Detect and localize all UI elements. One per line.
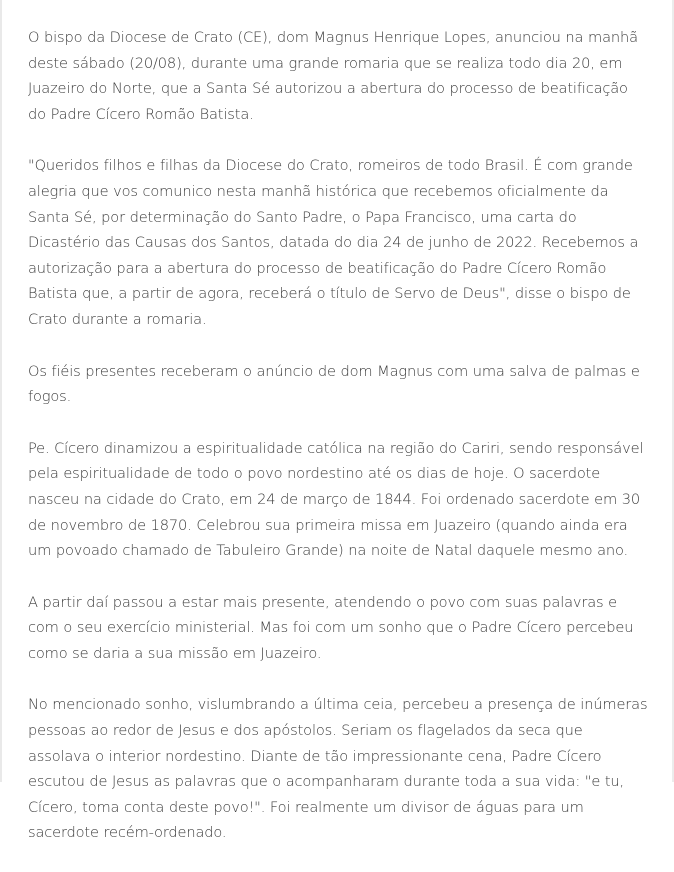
- article-paragraph-2: "Queridos filhos e filhas da Diocese do Crato, romeiros de todo Brasil. É com grande alegria que vos comunico nesta manhã histórica que recebemos oficialmente da Santa Sé, por determinação do Santo Padre, o Papa Francisco, uma carta do Dicastério das Causas dos Santos, datada do dia 24 de junho de 2022. Recebemos a autorização para a abertura do processo de beatificação do Padre Cícero Romão Batista que, a partir de agora, receberá o título de Servo de Deus", disse o bispo de Crato durante a romaria.: [28, 157, 639, 328]
- article-body: [28, 25, 648, 872]
- article-paragraph-3: Os fiéis presentes receberam o anúncio de dom Magnus com uma salva de palmas e fogos.: [28, 362, 640, 406]
- left-border: [0, 0, 2, 782]
- article-paragraph-5: A partir daí passou a estar mais presente, atendendo o povo com suas palavras e com o seu exercício ministerial. Mas foi com um sonho que o Padre Cícero percebeu como se daria a sua missão em Juazeiro.: [28, 593, 634, 662]
- article-paragraph-6: No mencionado sonho, vislumbrando a última ceia, percebeu a presença de inúmeras pessoas ao redor de Jesus e dos apóstolos. Seriam os flagelados da seca que assolava o interior nordestino. Diante de tão impressionante cena, Padre Cícero escutou de Jesus as palavras que o acompanharam durante toda a sua vida: "e tu, Cícero, toma conta deste povo!". Foi realmente um divisor de águas para um sacerdote recém-ordenado.: [28, 696, 648, 842]
- article-paragraph-1: O bispo da Diocese de Crato (CE), dom Magnus Henrique Lopes, anunciou na manhã deste sábado (20/08), durante uma grande romaria que se realiza todo dia 20, em Juazeiro do Norte, que a Santa Sé autorizou a abertura do processo de beatificação do Padre Cícero Romão Batista.: [28, 29, 638, 123]
- article-paragraph-4: Pe. Cícero dinamizou a espiritualidade católica na região do Cariri, sendo responsável pela espiritualidade de todo o povo nordestino até os dias de hoje. O sacerdote nasceu na cidade do Crato, em 24 de março de 1844. Foi ordenado sacerdote em 30 de novembro de 1870. Celebrou sua primeira missa em Juazeiro (quando ainda era um povoado chamado de Tabuleiro Grande) na noite de Natal daquele mesmo ano.: [28, 439, 644, 560]
